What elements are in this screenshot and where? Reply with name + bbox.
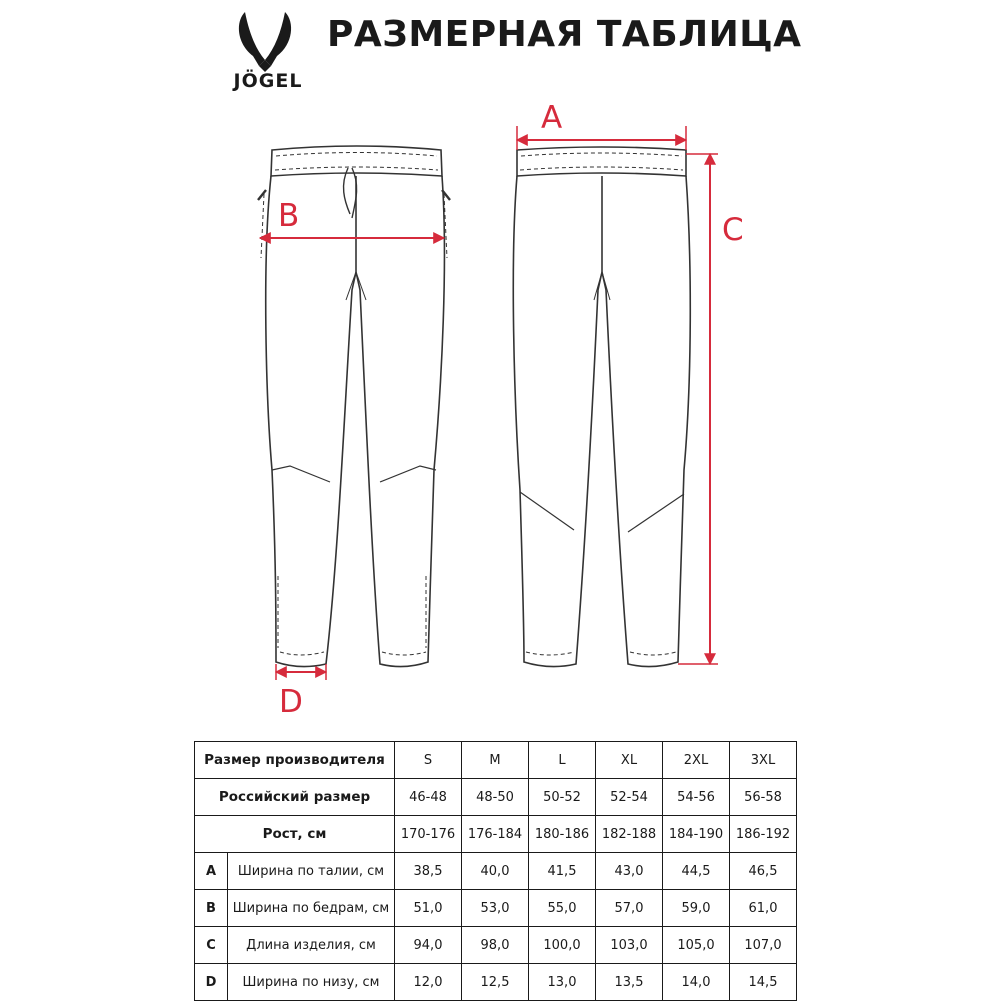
table-cell: 40,0 (462, 853, 529, 890)
table-cell: L (529, 742, 596, 779)
table-cell: 176-184 (462, 816, 529, 853)
row-height-label: Рост, см (195, 816, 395, 853)
row-manufacturer-size-label: Размер производителя (195, 742, 395, 779)
table-cell: 14,5 (730, 964, 797, 1001)
table-cell: 184-190 (663, 816, 730, 853)
table-cell: 182-188 (596, 816, 663, 853)
table-cell: 3XL (730, 742, 797, 779)
table-cell: 12,0 (395, 964, 462, 1001)
table-cell: 56-58 (730, 779, 797, 816)
table-cell: 53,0 (462, 890, 529, 927)
dimension-c-label: C (722, 212, 744, 248)
table-cell: 107,0 (730, 927, 797, 964)
table-cell: 103,0 (596, 927, 663, 964)
table-cell: 100,0 (529, 927, 596, 964)
table-cell: 46-48 (395, 779, 462, 816)
measurement-letter: D (195, 964, 228, 1001)
measurement-label: Ширина по бедрам, см (228, 890, 395, 927)
table-cell: 52-54 (596, 779, 663, 816)
table-cell: 59,0 (663, 890, 730, 927)
row-russian-size-label: Российский размер (195, 779, 395, 816)
table-cell: 13,0 (529, 964, 596, 1001)
size-table (194, 741, 797, 1001)
row-measurement-a (195, 853, 797, 890)
dimension-a-label: A (541, 100, 563, 136)
measurement-letter: B (195, 890, 228, 927)
table-cell: 55,0 (529, 890, 596, 927)
table-cell: 38,5 (395, 853, 462, 890)
page-title: РАЗМЕРНАЯ ТАБЛИЦА (327, 14, 802, 55)
table-cell: 170-176 (395, 816, 462, 853)
table-cell: 12,5 (462, 964, 529, 1001)
measurement-label: Ширина по талии, см (228, 853, 395, 890)
table-cell: 43,0 (596, 853, 663, 890)
table-cell: 44,5 (663, 853, 730, 890)
table-cell: 46,5 (730, 853, 797, 890)
measurement-letter: C (195, 927, 228, 964)
row-height (195, 816, 797, 853)
table-cell: 57,0 (596, 890, 663, 927)
table-cell: 48-50 (462, 779, 529, 816)
measurement-label: Длина изделия, см (228, 927, 395, 964)
table-cell: 2XL (663, 742, 730, 779)
table-cell: 54-56 (663, 779, 730, 816)
dimension-b-label: B (278, 198, 300, 234)
table-cell: 186-192 (730, 816, 797, 853)
row-manufacturer-size (195, 742, 797, 779)
table-cell: 180-186 (529, 816, 596, 853)
table-cell: S (395, 742, 462, 779)
table-cell: 13,5 (596, 964, 663, 1001)
back-view (513, 147, 690, 667)
table-cell: 61,0 (730, 890, 797, 927)
measurement-label: Ширина по низу, см (228, 964, 395, 1001)
table-cell: 50-52 (529, 779, 596, 816)
table-cell: 41,5 (529, 853, 596, 890)
row-measurement-c (195, 927, 797, 964)
dimension-lines (260, 126, 718, 680)
table-cell: M (462, 742, 529, 779)
measurement-letter: A (195, 853, 228, 890)
row-russian-size (195, 779, 797, 816)
table-cell: XL (596, 742, 663, 779)
table-cell: 94,0 (395, 927, 462, 964)
row-measurement-b (195, 890, 797, 927)
table-cell: 98,0 (462, 927, 529, 964)
table-cell: 51,0 (395, 890, 462, 927)
table-cell: 105,0 (663, 927, 730, 964)
table-cell: 14,0 (663, 964, 730, 1001)
row-measurement-d (195, 964, 797, 1001)
logo-text: JÖGEL (233, 70, 303, 92)
dimension-d-label: D (279, 684, 303, 720)
